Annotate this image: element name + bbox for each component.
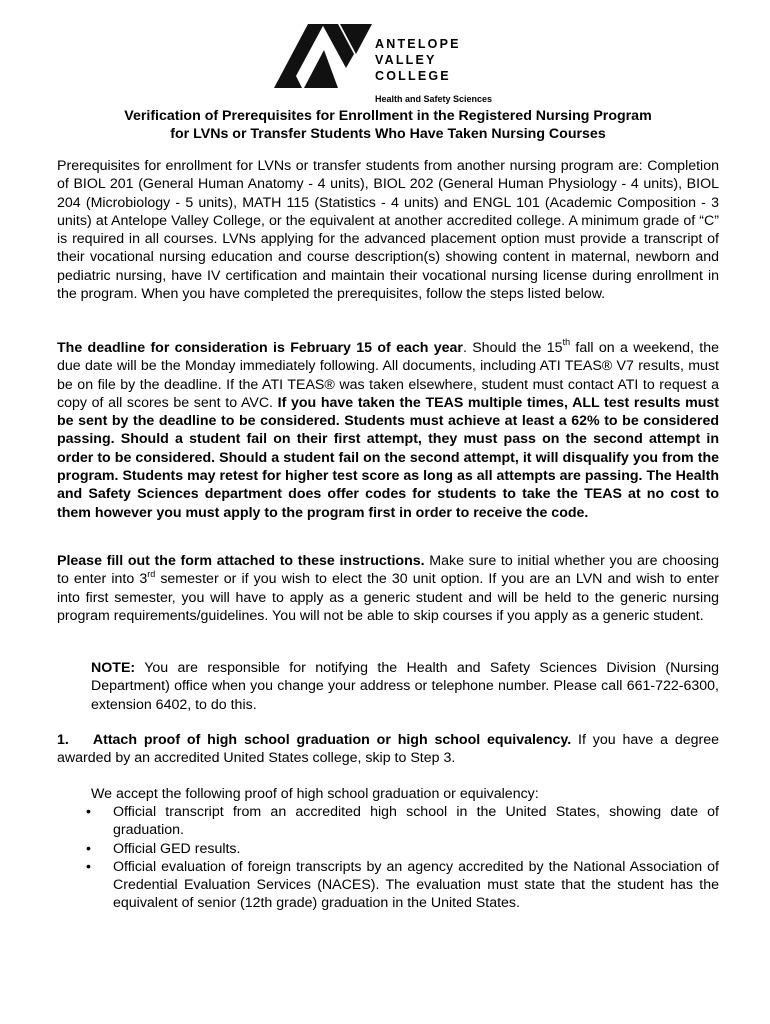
note-paragraph (57, 659, 719, 714)
list-item-text: Official GED results. (113, 840, 241, 857)
prerequisites-text: Prerequisites for enrollment for LVNs or transfer students from another nursing program are: Completion of BIOL 201 (General Human Anatomy - 4 units), BIOL 202 (General Human Physiology - 4 units), BIOL 204 (Microbiology - 5 units), MATH 115 (Statistics - 4 units) and ENGL 101 (Academic Composition - 3 units) at Antelope Valley College, or the equivalent at another accredited college. A minimum grade of “C” is required in all courses. LVNs applying for the advanced placement option must provide a transcript of their vocational nursing education and course description(s) showing content in maternal, newborn and pediatric nursing, have IV certification and maintain their vocational nursing license during enrollment in the program. When you have completed the prerequisites, follow the steps listed below. (57, 158, 719, 303)
list-item (75, 803, 719, 840)
form-text-a: Make sure to initial whether you are choosing to enter into 3 (57, 553, 720, 588)
av-logo-mark-icon (274, 24, 372, 88)
form-paragraph (57, 552, 719, 625)
teas-requirements-bold-text: If you have taken the TEAS multiple times, ALL test results must be sent by the deadline to be considered. Students must achieve at least a 62% to be considered passing. Should a student fail on their first attempt, they must pass on the second attempt in order to be considered. Should a student fail on the second attempt, it will disqualify you from the program. Students may retest for higher test score as long as all attempts are passing. The Health and Safety Sciences department does offer codes for students to take the TEAS at no cost to them however you must apply to the program first in order to receive the code. (57, 394, 719, 521)
deadline-text-b: fall on a weekend, the due date will be the Monday immediately following. All documents, including ATI TEAS® V7 results, must be on file by the deadline. If the ATI TEAS® was taken elsewhere, student must contact ATI to request a copy of all scores be sent to AVC. (57, 340, 719, 411)
accepted-proof-intro: We accept the following proof of high school graduation or equivalency: (91, 786, 539, 802)
college-logo (274, 22, 514, 104)
list-item-text: Official evaluation of foreign transcripts by an agency accredited by the National Association of Credential Evaluation Services (NACES). The evaluation must state that the student has the equivalent of senior (12th grade) graduation in the United States. (113, 858, 719, 912)
bullet-icon: • (86, 804, 91, 820)
logo-wordmark (375, 36, 461, 84)
step-1-heading: Attach proof of high school graduation or high school equivalency. (92, 732, 572, 748)
prerequisites-paragraph (57, 157, 719, 303)
deadline-text-a: . Should the 15 (462, 340, 563, 356)
logo-line-1: ANTELOPE (375, 37, 461, 51)
form-text-b: semester or if you wish to elect the 30 unit option. If you are an LVN and wish to enter into first semester, you will have to apply as a generic student and will be held to the generic nursing program requirements/guidelines. You will not be able to skip courses if you apply as a generic student. (57, 571, 719, 624)
step-1-number: 1. (57, 732, 69, 748)
note-text: You are responsible for notifying the Health and Safety Sciences Division (Nursing Department) office when you change your address or telephone number. Please call 661-722-6300, extension 6402, to do this. (91, 660, 719, 713)
note-label: NOTE: (91, 660, 136, 676)
bullet-icon: • (86, 858, 91, 875)
deadline-superscript: th (562, 337, 571, 348)
step-1-text: If you have a degree awarded by an accredited United States college, skip to Step 3. (57, 732, 719, 767)
form-bold-text: Please fill out the form attached to these instructions. (57, 553, 425, 569)
logo-subtitle: Health and Safety Sciences (375, 94, 493, 104)
list-item-text: Official transcript from an accredited high school in the United States, showing date of graduation. (113, 804, 719, 839)
logo-line-3: COLLEGE (375, 69, 451, 83)
deadline-paragraph (57, 339, 719, 522)
accepted-proof-list (75, 803, 719, 913)
list-item (75, 858, 719, 913)
form-superscript: rd (147, 568, 156, 579)
deadline-bold-text: The deadline for consideration is February 15 of each year (57, 340, 463, 356)
document-title (57, 107, 719, 143)
bullet-icon: • (86, 840, 91, 857)
list-item (75, 840, 719, 858)
title-line-1: Verification of Prerequisites for Enrollment in the Registered Nursing Program (124, 108, 652, 124)
logo-line-2: VALLEY (375, 53, 437, 67)
title-line-2: for LVNs or Transfer Students Who Have Taken Nursing Courses (170, 126, 606, 142)
step-1-paragraph (57, 731, 719, 768)
